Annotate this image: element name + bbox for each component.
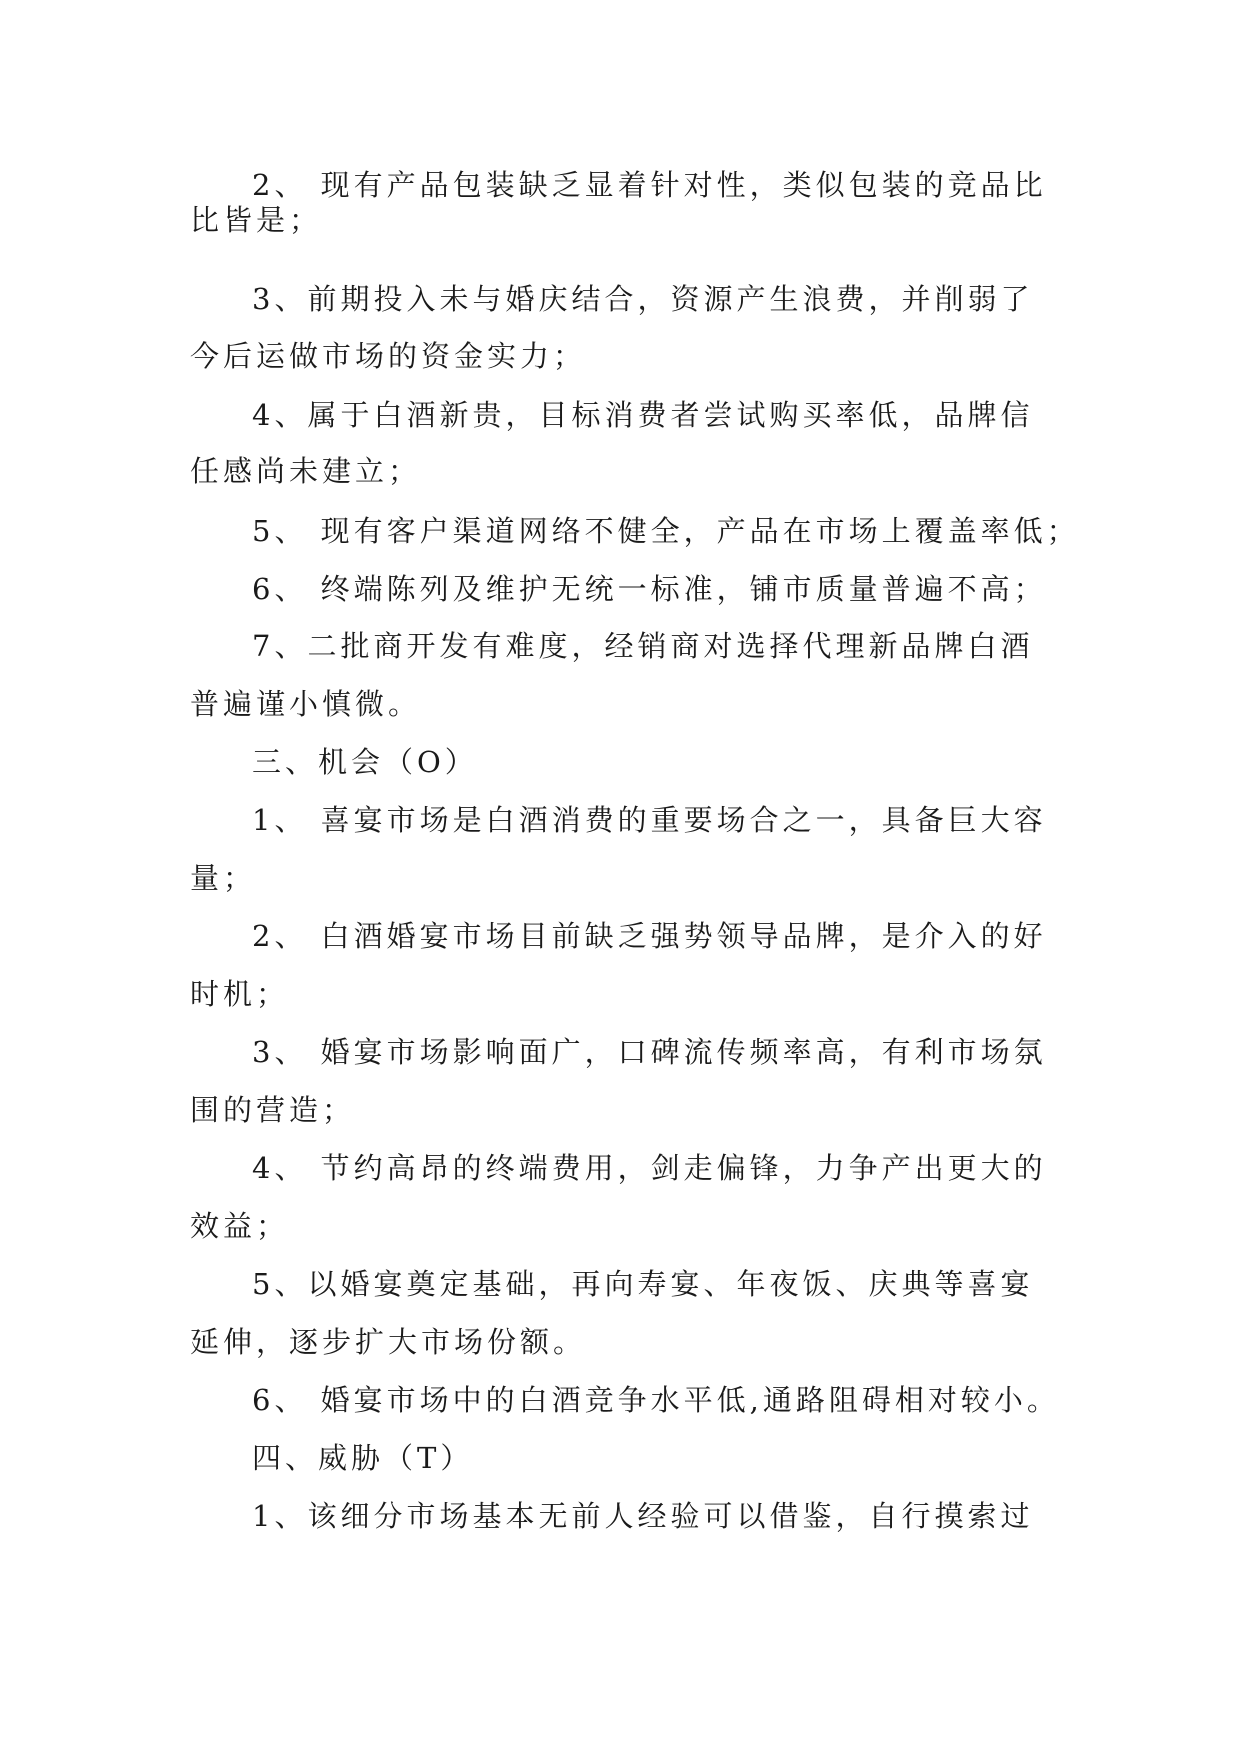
paragraph-line-8: 6、 终端陈列及维护无统一标准，铺市质量普遍不高；: [252, 572, 1047, 606]
paragraph-line-9: 7、二批商开发有难度，经销商对选择代理新品牌白酒: [252, 629, 1034, 663]
paragraph-line-6: 任感尚未建立；: [190, 454, 422, 488]
paragraph-line-19: 效益；: [190, 1209, 290, 1243]
paragraph-line-2: 比皆是；: [190, 203, 323, 237]
paragraph-line-3: 3、前期投入未与婚庆结合，资源产生浪费，并削弱了: [252, 282, 1034, 316]
section-heading-threat: 四、威胁（T）: [252, 1441, 474, 1475]
paragraph-line-7: 5、 现有客户渠道网络不健全，产品在市场上覆盖率低；: [252, 514, 1080, 548]
paragraph-line-12: 1、 喜宴市场是白酒消费的重要场合之一，具备巨大容: [252, 803, 1047, 837]
paragraph-line-18: 4、 节约高昂的终端费用，剑走偏锋，力争产出更大的: [252, 1151, 1047, 1185]
paragraph-line-1: 2、 现有产品包装缺乏显着针对性，类似包装的竞品比: [252, 168, 1047, 202]
paragraph-line-21: 延伸，逐步扩大市场份额。: [190, 1325, 587, 1359]
paragraph-line-14: 2、 白酒婚宴市场目前缺乏强势领导品牌，是介入的好: [252, 919, 1047, 953]
paragraph-line-20: 5、以婚宴奠定基础，再向寿宴、年夜饭、庆典等喜宴: [252, 1267, 1034, 1301]
paragraph-line-13: 量；: [190, 861, 257, 895]
paragraph-line-5: 4、属于白酒新贵，目标消费者尝试购买率低，品牌信: [252, 398, 1034, 432]
paragraph-line-17: 围的营造；: [190, 1093, 356, 1127]
paragraph-line-24: 1、该细分市场基本无前人经验可以借鉴，自行摸索过: [252, 1499, 1034, 1533]
paragraph-line-22: 6、 婚宴市场中的白酒竞争水平低,通路阻碍相对较小。: [252, 1383, 1060, 1417]
paragraph-line-15: 时机；: [190, 977, 290, 1011]
paragraph-line-16: 3、 婚宴市场影响面广，口碑流传频率高，有利市场氛: [252, 1035, 1047, 1069]
section-heading-opportunity: 三、机会（O）: [252, 745, 478, 779]
paragraph-line-4: 今后运做市场的资金实力；: [190, 339, 587, 373]
paragraph-line-10: 普遍谨小慎微。: [190, 687, 422, 721]
